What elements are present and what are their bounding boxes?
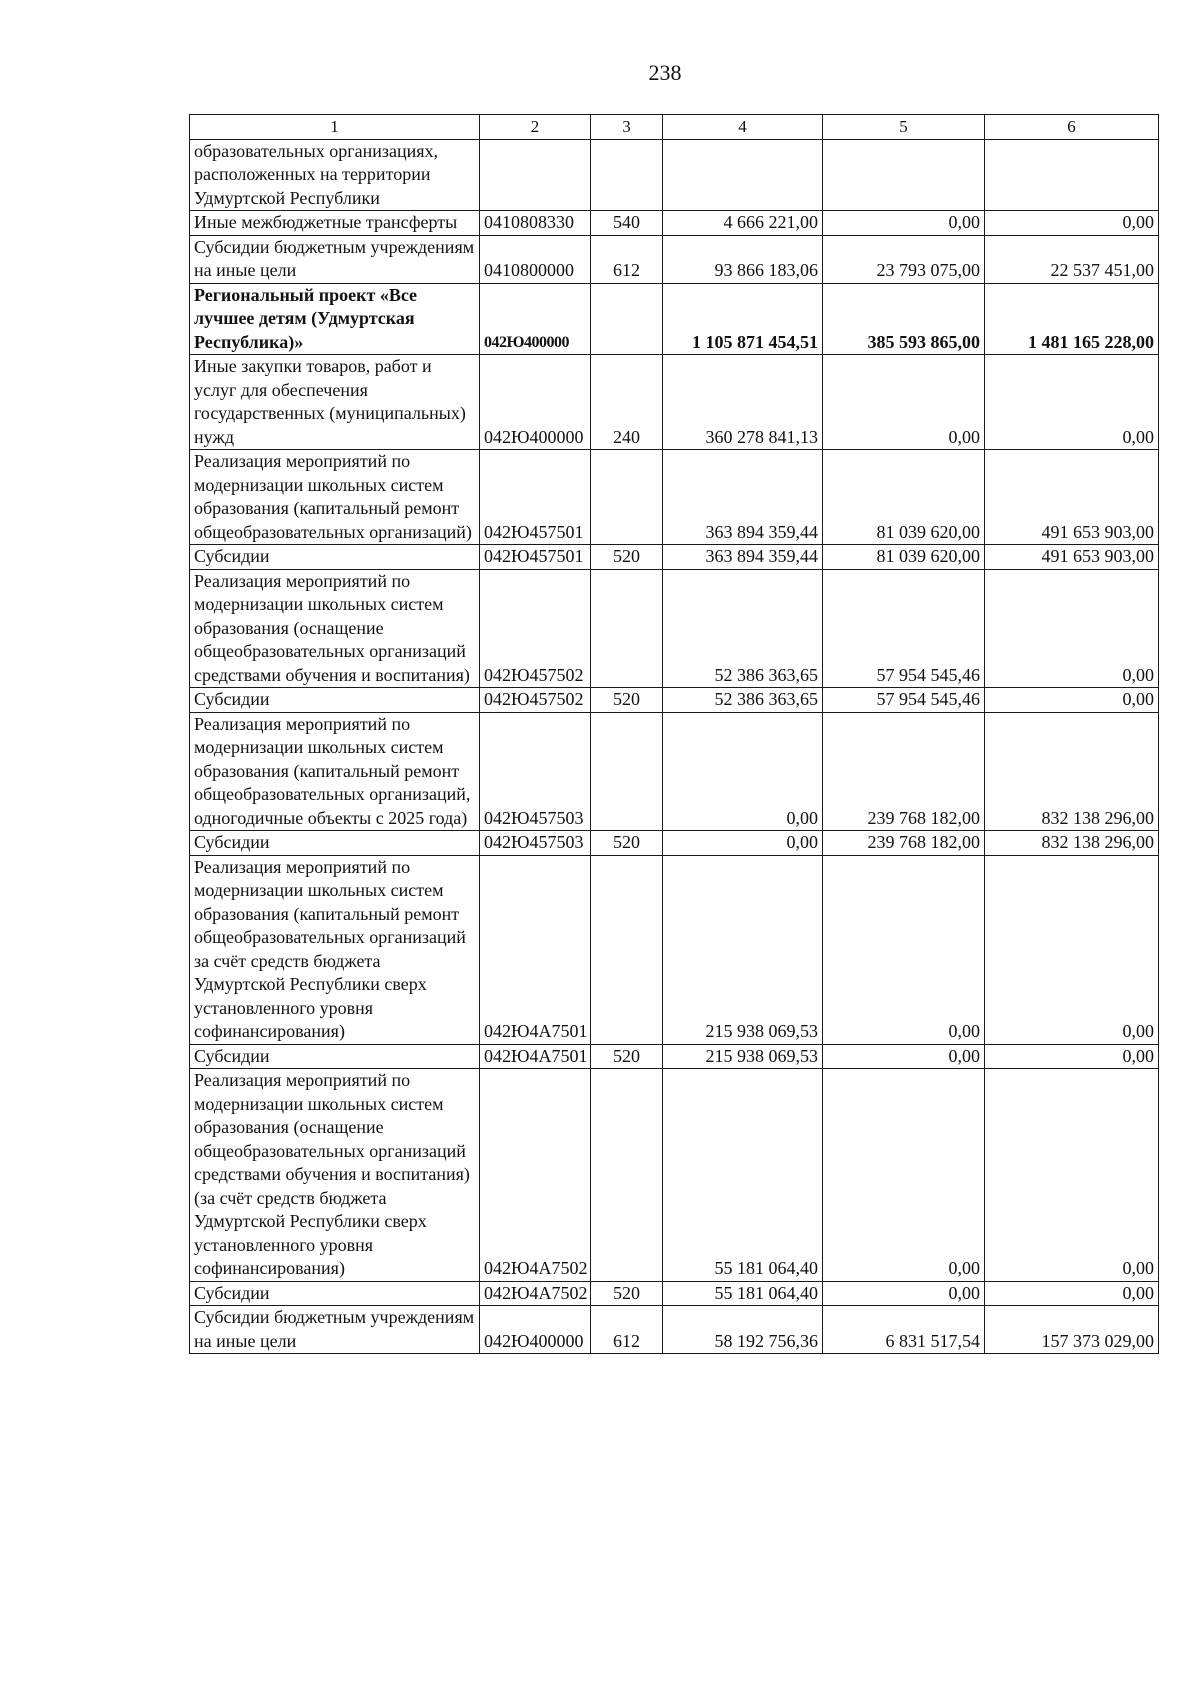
amount-col6-cell: 22 537 451,00 [985,235,1159,283]
column-header: 3 [591,115,663,140]
table-row [190,1281,1159,1306]
amount-col6-cell: 832 138 296,00 [985,831,1159,856]
amount-col4-cell: 363 894 359,44 [663,545,823,570]
table-row [190,1306,1159,1354]
amount-col6-cell: 0,00 [985,855,1159,1044]
amount-col5-cell: 0,00 [823,355,985,450]
target-code-cell: 042Ю457503 [480,712,591,831]
expense-type-cell: 612 [591,1306,663,1354]
amount-col5-cell: 0,00 [823,1044,985,1069]
amount-col4-cell [663,139,823,211]
amount-col4-cell: 52 386 363,65 [663,569,823,688]
amount-col6-cell: 0,00 [985,1069,1159,1282]
page-number: 238 [648,60,682,85]
table-row [190,1044,1159,1069]
row-name-cell: Субсидии бюджетным учреждениям на иные цели [190,235,480,283]
amount-col5-cell: 0,00 [823,211,985,236]
amount-col4-cell: 360 278 841,13 [663,355,823,450]
table-row [190,450,1159,545]
column-header: 2 [480,115,591,140]
target-code-cell: 042Ю457502 [480,569,591,688]
table-header-row [190,115,1159,140]
table-row [190,283,1159,355]
amount-col4-cell: 55 181 064,40 [663,1069,823,1282]
amount-col6-cell: 0,00 [985,688,1159,713]
expense-type-cell [591,855,663,1044]
expense-type-cell: 520 [591,688,663,713]
expense-type-cell [591,139,663,211]
row-name-cell: Субсидии бюджетным учреждениям на иные цели [190,1306,480,1354]
amount-col6-cell: 0,00 [985,211,1159,236]
column-header: 4 [663,115,823,140]
amount-col6-cell [985,139,1159,211]
amount-col5-cell: 57 954 545,46 [823,569,985,688]
amount-col6-cell: 491 653 903,00 [985,545,1159,570]
amount-col5-cell: 57 954 545,46 [823,688,985,713]
amount-col4-cell: 0,00 [663,712,823,831]
table-row [190,235,1159,283]
expense-type-cell [591,283,663,355]
target-code-cell: 042Ю457501 [480,450,591,545]
amount-col4-cell: 58 192 756,36 [663,1306,823,1354]
target-code-cell: 0410800000 [480,235,591,283]
amount-col5-cell: 23 793 075,00 [823,235,985,283]
target-code-cell: 042Ю400000 [480,355,591,450]
row-name-cell: Региональный проект «Все лучшее детям (Удмуртская Республика)» [190,283,480,355]
target-code-cell: 042Ю4А7502 [480,1069,591,1282]
target-code-cell: 042Ю457501 [480,545,591,570]
row-name-cell: Субсидии [190,545,480,570]
target-code-cell: 042Ю4А7501 [480,1044,591,1069]
row-name-cell: Реализация мероприятий по модернизации школьных систем образования (оснащение общеобразовательных организаций средствами обучения и воспитания) [190,569,480,688]
row-name-cell: Субсидии [190,831,480,856]
amount-col4-cell: 93 866 183,06 [663,235,823,283]
amount-col5-cell: 81 039 620,00 [823,545,985,570]
row-name-cell: Реализация мероприятий по модернизации школьных систем образования (капитальный ремонт общеобразовательных организаций, одногодичные объекты с 2025 года) [190,712,480,831]
row-name-cell: Субсидии [190,1281,480,1306]
amount-col6-cell: 1 481 165 228,00 [985,283,1159,355]
amount-col4-cell: 215 938 069,53 [663,855,823,1044]
target-code-cell [480,139,591,211]
amount-col6-cell: 0,00 [985,1281,1159,1306]
amount-col6-cell: 0,00 [985,569,1159,688]
amount-col6-cell: 491 653 903,00 [985,450,1159,545]
target-code-cell: 042Ю4А7501 [480,855,591,1044]
expense-type-cell [591,1069,663,1282]
expense-type-cell [591,712,663,831]
amount-col5-cell: 239 768 182,00 [823,712,985,831]
target-code-cell: 042Ю457502 [480,688,591,713]
amount-col5-cell: 81 039 620,00 [823,450,985,545]
amount-col5-cell: 6 831 517,54 [823,1306,985,1354]
amount-col6-cell: 832 138 296,00 [985,712,1159,831]
row-name-cell: Реализация мероприятий по модернизации школьных систем образования (капитальный ремонт общеобразовательных организаций) [190,450,480,545]
amount-col4-cell: 215 938 069,53 [663,1044,823,1069]
table-row [190,688,1159,713]
amount-col4-cell: 52 386 363,65 [663,688,823,713]
table-row [190,855,1159,1044]
amount-col4-cell: 4 666 221,00 [663,211,823,236]
expense-type-cell [591,569,663,688]
expense-type-cell: 520 [591,1044,663,1069]
expense-type-cell: 520 [591,545,663,570]
expense-type-cell: 612 [591,235,663,283]
amount-col5-cell: 385 593 865,00 [823,283,985,355]
table-row [190,712,1159,831]
target-code-cell: 042Ю4А7502 [480,1281,591,1306]
amount-col4-cell: 0,00 [663,831,823,856]
amount-col6-cell: 0,00 [985,1044,1159,1069]
table-row [190,1069,1159,1282]
expense-type-cell: 540 [591,211,663,236]
amount-col4-cell: 363 894 359,44 [663,450,823,545]
row-name-cell: Субсидии [190,688,480,713]
column-header: 5 [823,115,985,140]
row-name-cell: Реализация мероприятий по модернизации школьных систем образования (оснащение общеобразовательных организаций средствами обучения и воспитания) (за счёт средств бюджета Удмуртской Республики сверх установленного уровня софинансирования) [190,1069,480,1282]
row-name-cell: Иные закупки товаров, работ и услуг для обеспечения государственных (муниципальных) нужд [190,355,480,450]
amount-col5-cell: 0,00 [823,855,985,1044]
row-name-cell: Субсидии [190,1044,480,1069]
column-header: 1 [190,115,480,140]
amount-col4-cell: 55 181 064,40 [663,1281,823,1306]
target-code-cell: 042Ю400000 [480,283,591,355]
amount-col6-cell: 0,00 [985,355,1159,450]
row-name-cell: Реализация мероприятий по модернизации школьных систем образования (капитальный ремонт общеобразовательных организаций за счёт средств бюджета Удмуртской Республики сверх установленного уровня софинансирования) [190,855,480,1044]
amount-col5-cell: 0,00 [823,1069,985,1282]
row-name-cell: образовательных организациях, расположенных на территории Удмуртской Республики [190,139,480,211]
table-row [190,545,1159,570]
expense-type-cell: 520 [591,1281,663,1306]
amount-col5-cell [823,139,985,211]
amount-col5-cell: 239 768 182,00 [823,831,985,856]
target-code-cell: 042Ю457503 [480,831,591,856]
amount-col5-cell: 0,00 [823,1281,985,1306]
table-row [190,355,1159,450]
expense-type-cell: 240 [591,355,663,450]
amount-col6-cell: 157 373 029,00 [985,1306,1159,1354]
table-row [190,569,1159,688]
table-row [190,211,1159,236]
table-row [190,831,1159,856]
target-code-cell: 042Ю400000 [480,1306,591,1354]
amount-col4-cell: 1 105 871 454,51 [663,283,823,355]
expense-type-cell [591,450,663,545]
expense-type-cell: 520 [591,831,663,856]
column-header: 6 [985,115,1159,140]
target-code-cell: 0410808330 [480,211,591,236]
row-name-cell: Иные межбюджетные трансферты [190,211,480,236]
table-row [190,139,1159,211]
budget-table [189,114,1159,1354]
